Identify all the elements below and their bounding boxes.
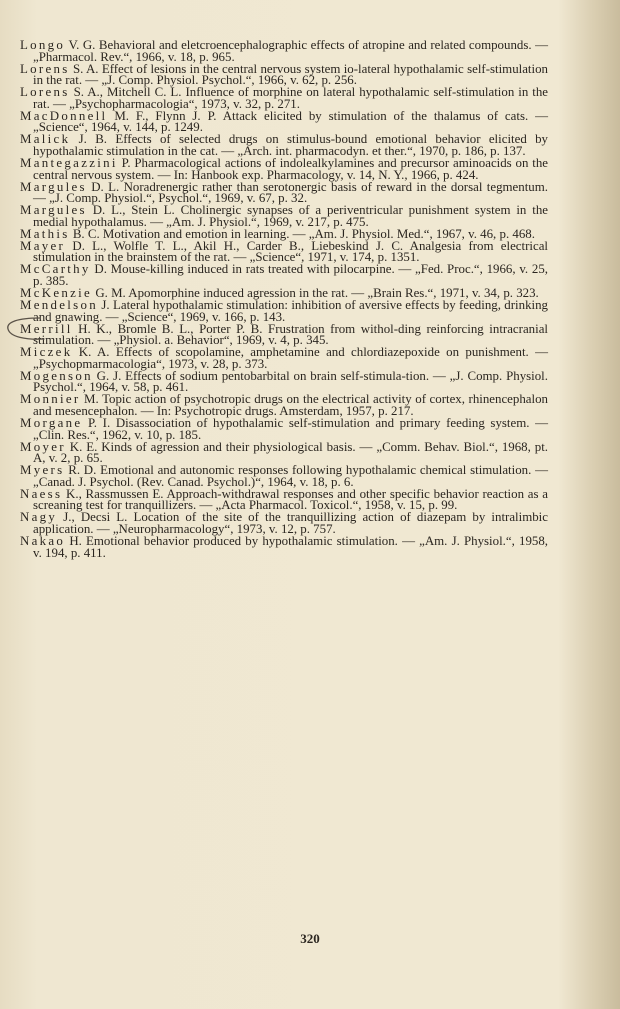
reference-entry: [20, 439, 548, 466]
reference-entry: [20, 205, 548, 228]
reference-entry: [20, 238, 548, 265]
reference-author: Mathis: [20, 226, 70, 241]
reference-author: Naess: [20, 486, 63, 501]
reference-author: Merrill: [20, 321, 73, 336]
reference-author: Margules: [20, 203, 87, 218]
reference-text: H. Emotional behavior produced by hypothalamic stimulation. — „Am. J. Physiol.“, 1958, v. 194, p. 411.: [33, 533, 548, 560]
reference-entry: [20, 418, 548, 441]
reference-author: Malick: [20, 132, 71, 147]
reference-author: Morgane: [20, 416, 83, 430]
reference-text: M. F., Flynn J. P. Attack elicited by stimulation of the thalamus of cats. — „Science“, 1964, v. 144, p. 1249.: [33, 108, 548, 135]
reference-text: D. Mouse-killing induced in rats treated with pilocarpine. — „Fed. Proc.“, 1966, v. 25, p. 385.: [33, 262, 548, 288]
reference-text: S. A., Mitchell C. L. Influence of morphine on lateral hypothalamic self-stimulation in the rat. — „Psychopharmacologia“, 1973, v. 32, p. 271.: [33, 85, 548, 111]
reference-author: Monnier: [20, 392, 81, 407]
reference-text: G. M. Apomorphine induced agression in the rat. — „Brain Res.“, 1971, v. 34, p. 323.: [92, 285, 539, 300]
reference-author: Margules: [20, 179, 87, 194]
reference-text: D. L., Stein L. Cholinergic synapses of a periventricular punishment system in the medial hypothalamus. — „Am. J. Physiol.“, 1969, v. 217, p. 475.: [33, 203, 548, 229]
page-number: 320: [300, 931, 320, 946]
reference-text: B. C. Motivation and emotion in learning. — „Am. J. Physiol. Med.“, 1967, v. 46, p. 468.: [69, 226, 535, 241]
reference-entry: [20, 61, 548, 88]
reference-author: Mayer: [20, 238, 66, 253]
reference-author: Mogenson: [20, 368, 93, 383]
reference-entry: [20, 347, 548, 370]
reference-text: J. B. Effects of selected drugs on stimulus-bound emotional behavior elicited by hypothalamic stimulation in the cat. — „Arch. int. pharmacodyn. et ther.“, 1970, p. 186, p. 137.: [33, 132, 548, 158]
reference-author: Lorens: [20, 61, 70, 76]
reference-entry: [20, 108, 548, 135]
reference-entry: [20, 40, 548, 63]
reference-author: Moyer: [20, 439, 66, 454]
reference-text: P. I. Disassociation of hypothalamic self-stimulation and primary feeding system. — „Clin. Res.“, 1962, v. 10, p. 185.: [33, 416, 548, 442]
reference-author: Mantegazzini: [20, 155, 118, 170]
reference-text: J. Lateral hypothalamic stimulation: inhibition of aversive effects by feeding, drinking and gnawing. — „Science“, 1969, v. 166, p. 143.: [33, 298, 548, 324]
reference-text: S. A. Effect of lesions in the central nervous system io-lateral hypothalamic self-stimulation in the rat. — „J. Comp. Physiol. Psychol.“, 1966, v. 62, p. 256.: [33, 61, 548, 88]
reference-author: Longo: [20, 38, 66, 52]
reference-author: Nakao: [20, 533, 66, 548]
reference-text: J., Decsi L. Location of the site of the tranquillizing action of diazepam by intralimbic application. — „Neuropharmacology“, 1973, v. 12, p. 757.: [33, 510, 548, 536]
reference-entry: [20, 87, 548, 110]
reference-author: McCarthy: [20, 262, 91, 277]
reference-entry: [20, 486, 548, 513]
reference-author: MacDonnell: [20, 108, 108, 123]
reference-author: McKenzie: [20, 285, 93, 300]
reference-text: R. D. Emotional and autonomic responses following hypothalamic chemical stimulation. — „Canad. J. Psychol. (Rev. Canad. Psychol.)“, 1964, v. 18, p. 6.: [33, 463, 548, 489]
reference-entry: [20, 465, 548, 488]
reference-author: Miczek: [20, 345, 73, 360]
reference-text: K. A. Effects of scopolamine, amphetamine and chlordiazepoxide on punishment. — „Psychopmarmacologia“, 1973, v. 28, p. 373.: [33, 345, 548, 371]
reference-entry: [20, 394, 548, 417]
reference-entry: [20, 264, 548, 287]
reference-author: Myers: [20, 463, 65, 478]
reference-author: Nagy: [20, 510, 58, 525]
reference-entry: [20, 155, 548, 182]
reference-entry: [20, 179, 548, 206]
reference-text: G. J. Effects of sodium pentobarbital on brain self-stimula-tion. — „J. Comp. Physiol. Psychol.“, 1964, v. 58, p. 461.: [33, 368, 548, 395]
reference-text: K., Rassmussen E. Approach-withdrawal responses and other specific behavior reaction as a screaning test for tranquillizers. — „Acta Pharmacol. Toxicol.“, 1958, v. 15, p. 99.: [33, 486, 548, 513]
reference-text: M. Topic action of psychotropic drugs on the electrical activity of cortex, rhinencephalon and mesencephalon. — In: Psychotropic drugs. Amsterdam, 1957, p. 217.: [33, 392, 548, 418]
reference-text: D. L., Wolfle T. L., Akil H., Carder B., Liebeskind J. C. Analgesia from electrical stimulation in the brainstem of the rat. — „Science“, 1971, v. 174, p. 1351.: [33, 238, 548, 265]
reference-entry: [20, 533, 548, 560]
reference-text: V. G. Behavioral and eletcroencephalographic effects of atropine and related compounds. — „Pharmacol. Rev.“, 1966, v. 18, p. 965.: [33, 38, 548, 64]
reference-entry: [20, 368, 548, 395]
reference-list: [20, 40, 548, 560]
reference-text: D. L. Noradrenergic rather than serotonergic basis of reward in the dorsal tegmentum. — „J. Comp. Physiol.“, Psychol.“, 1969, v. 67, p. 32.: [33, 179, 548, 206]
reference-text: K. E. Kinds of agression and their physiological basis. — „Comm. Behav. Biol.“, 1968, pt. A, v. 2, p. 65.: [33, 439, 548, 466]
reference-entry: [20, 300, 548, 323]
reference-author: Mendelson: [20, 298, 98, 313]
reference-text: P. Pharmacological actions of indolealkylamines and precursor aminoacids on the central nervous system. — In: Hanbook exp. Pharmacology, v. 14, N. Y., 1966, p. 424.: [33, 155, 548, 182]
reference-entry: [20, 134, 548, 157]
reference-text: H. K., Bromle B. L., Porter P. B. Frustration from withol-ding reinforcing intracranial stimulation. — „Physiol. a. Behavior“, 1969, v. 4, p. 345.: [33, 321, 548, 348]
reference-entry: [20, 321, 548, 348]
reference-author: Lorens: [20, 85, 70, 100]
reference-entry: [20, 512, 548, 535]
